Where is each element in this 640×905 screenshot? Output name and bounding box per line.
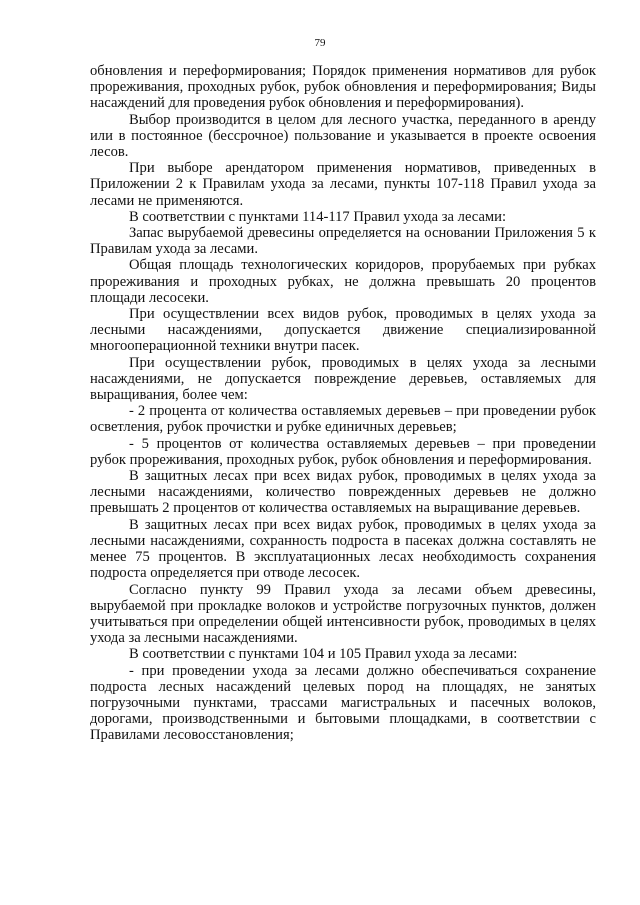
paragraph: При осуществлении всех видов рубок, проводимых в целях ухода за лесными насаждениями, допускается движение специализированной многооперационной техники внутри пасек. [90,306,596,355]
paragraph: В защитных лесах при всех видах рубок, проводимых в целях ухода за лесными насаждениями, сохранность подроста в пасеках должна составлять не менее 75 процентов. В эксплуатационных лесах необходимость сохранения подроста определяется при отводе лесосек. [90,516,596,582]
paragraph: Запас вырубаемой древесины определяется на основании Приложения 5 к Правилам ухода за лесами. [90,225,596,258]
paragraph: обновления и переформирования; Порядок применения нормативов для рубок прореживания, проходных рубок, рубок обновления и переформирования; Виды насаждений для проведения рубок обновления и переформирования). [90,63,596,112]
paragraph: Выбор производится в целом для лесного участка, переданного в аренду или в постоянное (бессрочное) пользование и указывается в проекте освоения лесов. [90,111,596,161]
paragraph: При осуществлении рубок, проводимых в целях ухода за лесными насаждениями, не допускается повреждение деревьев, оставляемых для выращивания, более чем: [90,354,596,404]
paragraph: В соответствии с пунктами 114-117 Правил ухода за лесами: [129,208,507,225]
paragraph: Общая площадь технологических коридоров, прорубаемых при рубках прореживания и проходных рубках, не должна превышать 20 процентов площади лесосеки. [90,257,596,306]
body-text [90,63,596,744]
paragraph: Согласно пункту 99 Правил ухода за лесами объем древесины, вырубаемой при прокладке волоков и устройстве погрузочных пунктов, должен учитываться при определении общей интенсивности рубок, проводимых в целях ухода за лесными насаждениями. [90,581,596,647]
paragraph: - при проведении ухода за лесами должно обеспечиваться сохранение подроста лесных насаждений целевых пород на площадях, не занятых погрузочными пунктами, трассами магистральных и пасечных волоков, дорогами, производственными и бытовыми площадками, в соответствии с Правилами лесовосстановления; [90,662,596,744]
paragraph: - 5 процентов от количества оставляемых деревьев – при проведении рубок прореживания, проходных рубок, рубок обновления и переформирования. [90,435,596,468]
paragraph: - 2 процента от количества оставляемых деревьев – при проведении рубок осветления, рубок прочистки и рубке единичных деревьев; [90,403,596,436]
paragraph: В защитных лесах при всех видах рубок, проводимых в целях ухода за лесными насаждениями, количество поврежденных деревьев не должно превышать 2 процентов от количества оставляемых на выращивание деревьев. [90,468,596,517]
paragraph: В соответствии с пунктами 104 и 105 Правил ухода за лесами: [129,646,518,663]
paragraph: При выборе арендатором применения нормативов, приведенных в Приложении 2 к Правилам ухода за лесами, пункты 107-118 Правил ухода за лесами не применяются. [90,160,596,209]
page-number: 79 [314,37,326,49]
